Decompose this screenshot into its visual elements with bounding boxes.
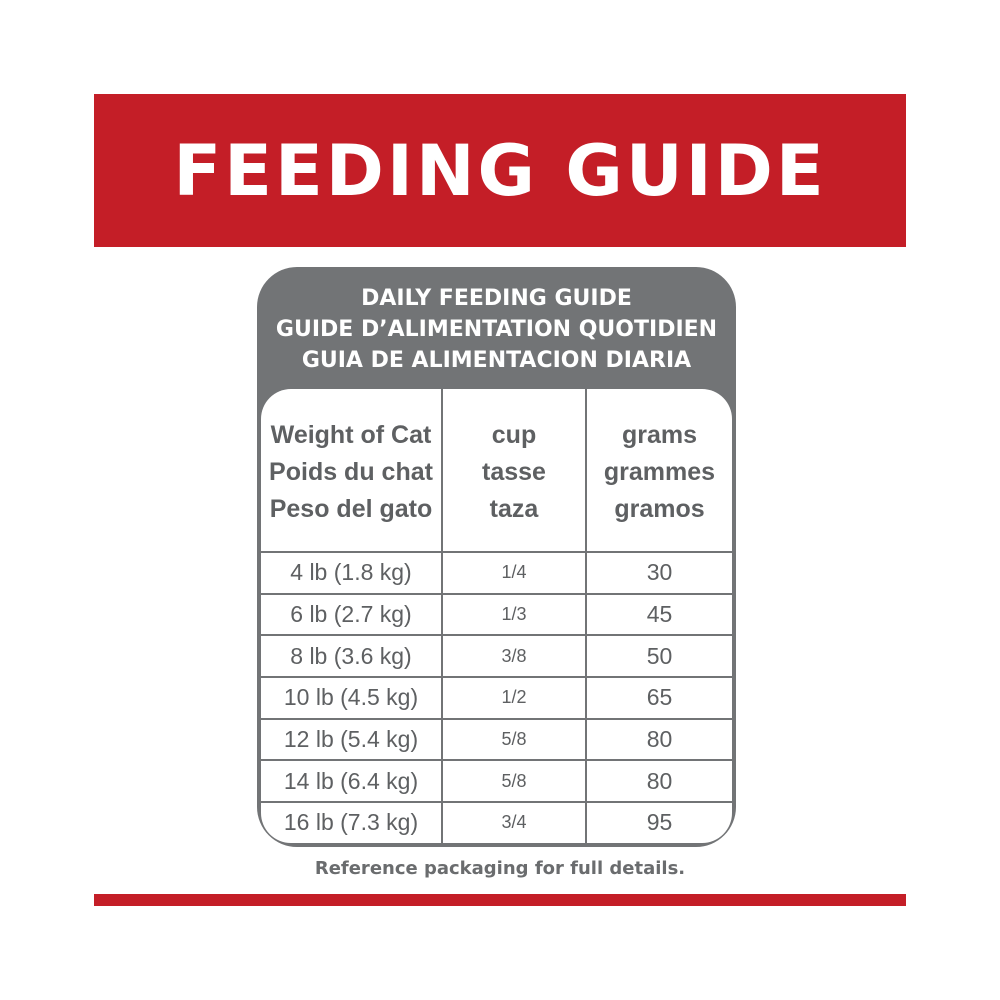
grams-cell: 50 [646, 642, 673, 669]
weight-cell: 6 lb (2.7 kg) [290, 601, 412, 628]
table-header-row [261, 389, 732, 551]
cup-cell: 3/8 [501, 645, 527, 666]
header-weight-fr: Poids du chat [269, 458, 433, 486]
header-cup-es: taza [489, 495, 539, 523]
header-weight-es: Peso del gato [269, 495, 433, 523]
feeding-table [261, 389, 732, 843]
table-row [261, 718, 732, 760]
weight-cell: 16 lb (7.3 kg) [283, 809, 419, 836]
table-row [261, 551, 732, 593]
grams-cell: 65 [646, 684, 673, 711]
footnote: Reference packaging for full details. [314, 858, 686, 879]
weight-cell: 14 lb (6.4 kg) [283, 767, 419, 794]
table-row [261, 593, 732, 635]
cup-cell: 1/2 [501, 687, 527, 708]
header-grams [587, 389, 732, 551]
feeding-guide-card [257, 267, 736, 847]
table-row [261, 759, 732, 801]
table-row [261, 801, 732, 843]
card-header [257, 283, 736, 376]
weight-cell: 8 lb (3.6 kg) [290, 642, 412, 669]
card-header-line-fr: GUIDE D’ALIMENTATION QUOTIDIEN [275, 317, 718, 342]
header-grams-fr: grammes [603, 458, 716, 486]
header-cup-en: cup [491, 421, 537, 449]
grams-cell: 80 [646, 767, 673, 794]
table-row [261, 634, 732, 676]
header-cup [443, 389, 585, 551]
weight-cell: 4 lb (1.8 kg) [290, 559, 412, 586]
bottom-accent-bar [94, 894, 906, 906]
weight-cell: 12 lb (5.4 kg) [283, 726, 419, 753]
card-header-line-es: GUIA DE ALIMENTACION DIARIA [301, 348, 692, 373]
table-row [261, 676, 732, 718]
header-weight-en: Weight of Cat [270, 421, 432, 449]
header-grams-en: grams [621, 421, 698, 449]
cup-cell: 1/4 [501, 562, 527, 583]
cup-cell: 1/3 [501, 604, 527, 625]
header-grams-es: gramos [614, 495, 705, 523]
grams-cell: 30 [646, 559, 673, 586]
card-header-line-en: DAILY FEEDING GUIDE [361, 286, 632, 311]
cup-cell: 5/8 [501, 770, 527, 791]
header-weight [261, 389, 441, 551]
header-cup-fr: tasse [482, 458, 546, 486]
grams-cell: 45 [646, 601, 673, 628]
banner-title: FEEDING GUIDE [173, 129, 827, 212]
table-body [261, 551, 732, 843]
grams-cell: 95 [646, 809, 673, 836]
feeding-guide-banner [94, 94, 906, 247]
grams-cell: 80 [646, 726, 673, 753]
weight-cell: 10 lb (4.5 kg) [283, 684, 419, 711]
cup-cell: 3/4 [501, 812, 527, 833]
cup-cell: 5/8 [501, 729, 527, 750]
